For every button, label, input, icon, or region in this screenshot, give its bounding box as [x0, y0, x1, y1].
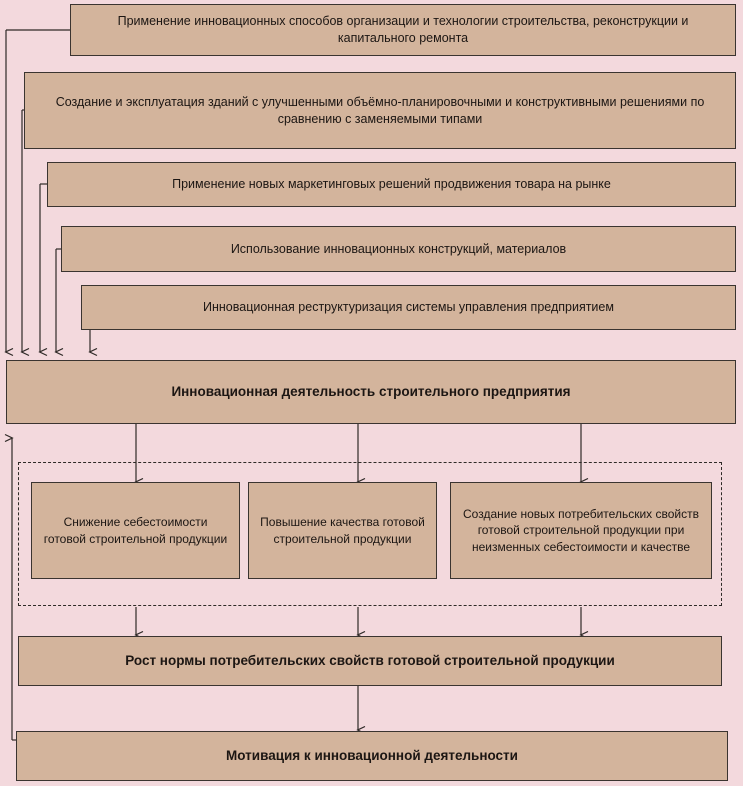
input-box-3-label: Применение новых маркетинговых решений продвижения товара на рынке [172, 177, 611, 192]
input-box-3 [47, 162, 736, 207]
motivation-label: Мотивация к инновационной деятельности [226, 747, 518, 763]
input-box-5 [81, 285, 736, 330]
outcome-box-1-label: Снижение себестоимости готовой строительной продукции [43, 515, 228, 546]
input-box-1-label: Применение инновационных способов организации и технологии строительства, реконструкции и капитального ремонта [117, 14, 689, 45]
growth-norm-box [18, 636, 722, 686]
outcome-box-1 [31, 482, 240, 579]
core-activity-box [6, 360, 736, 424]
input-box-5-label: Инновационная реструктуризация системы управления предприятием [203, 300, 614, 315]
outcome-box-2-label: Повышение качества готовой строительной продукции [260, 515, 425, 546]
input-box-4 [61, 226, 736, 272]
motivation-box [16, 731, 728, 781]
input-box-1 [70, 4, 736, 56]
input-box-2 [24, 72, 736, 149]
input-box-4-label: Использование инновационных конструкций, материалов [230, 241, 567, 256]
input-box-2-label: Создание и эксплуатация зданий с улучшенными объёмно-планировочными и конструктивными решениями по сравнению с заменяемыми типами [55, 94, 705, 126]
outcome-box-2 [248, 482, 437, 579]
outcome-box-3 [450, 482, 712, 579]
outcome-box-3-label: Создание новых потребительских свойств готовой строительной продукции при неизменных себестоимости и качестве [463, 507, 699, 554]
growth-norm-label: Рост нормы потребительских свойств готовой строительной продукции [125, 652, 615, 668]
core-activity-label: Инновационная деятельность строительного предприятия [171, 383, 571, 399]
